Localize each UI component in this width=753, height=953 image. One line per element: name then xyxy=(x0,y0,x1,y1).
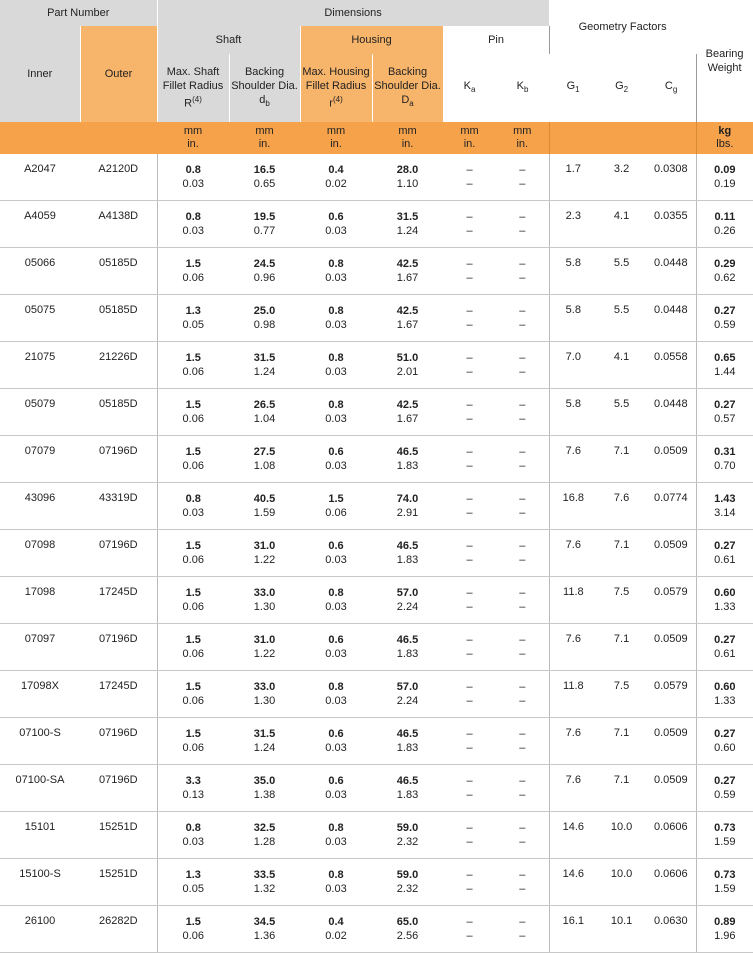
shaft-fillet-radius: 1.5 0.06 xyxy=(157,530,229,577)
dimensions-header: Dimensions xyxy=(157,0,549,26)
housing-fillet-radius: 1.5 0.06 xyxy=(300,483,372,530)
inner-part-number: 15100-S xyxy=(0,859,80,906)
table-row xyxy=(0,530,753,577)
outer-part-number: 05185D xyxy=(80,389,157,436)
inner-header: Inner xyxy=(0,26,80,122)
backing-shoulder-shaft-header: Backing Shoulder Dia. $d_b$ xyxy=(229,54,300,122)
housing-fillet-radius: 0.4 0.02 xyxy=(300,906,372,953)
geometry-g1: 16.8 xyxy=(549,483,597,530)
housing-backing-shoulder: 46.5 1.83 xyxy=(372,530,443,577)
geometry-cg: 0.0606 xyxy=(646,859,696,906)
housing-fillet-radius: 0.6 0.03 xyxy=(300,765,372,812)
table-row xyxy=(0,624,753,671)
pin-kb: – – xyxy=(496,906,549,953)
inner-part-number: 17098X xyxy=(0,671,80,718)
shaft-backing-shoulder: 35.0 1.38 xyxy=(229,765,300,812)
inner-part-number: 05079 xyxy=(0,389,80,436)
table-row xyxy=(0,765,753,812)
table-row xyxy=(0,154,753,201)
geometry-cg: 0.0558 xyxy=(646,342,696,389)
inner-part-number: A2047 xyxy=(0,154,80,201)
unit-cell: kg lbs. xyxy=(696,122,753,154)
shaft-fillet-radius: 1.5 0.06 xyxy=(157,436,229,483)
ka-header: $K_a$ xyxy=(443,54,496,122)
pin-ka: – – xyxy=(443,906,496,953)
outer-part-number: 26282D xyxy=(80,906,157,953)
housing-backing-shoulder: 59.0 2.32 xyxy=(372,859,443,906)
bearing-weight: 0.27 0.60 xyxy=(696,718,753,765)
table-row xyxy=(0,295,753,342)
housing-fillet-radius: 0.6 0.03 xyxy=(300,530,372,577)
table-row xyxy=(0,671,753,718)
inner-part-number: 43096 xyxy=(0,483,80,530)
geometry-cg: 0.0579 xyxy=(646,671,696,718)
shaft-fillet-radius: 1.5 0.06 xyxy=(157,577,229,624)
inner-part-number: 07097 xyxy=(0,624,80,671)
table-row xyxy=(0,389,753,436)
housing-backing-shoulder: 57.0 2.24 xyxy=(372,671,443,718)
bearing-weight: 0.11 0.26 xyxy=(696,201,753,248)
shaft-fillet-radius: 1.5 0.06 xyxy=(157,342,229,389)
table-row xyxy=(0,483,753,530)
geometry-cg: 0.0509 xyxy=(646,765,696,812)
bearing-weight: 0.29 0.62 xyxy=(696,248,753,295)
shaft-fillet-radius: 1.3 0.05 xyxy=(157,859,229,906)
outer-part-number: 15251D xyxy=(80,859,157,906)
outer-part-number: 17245D xyxy=(80,671,157,718)
geometry-g2: 4.1 xyxy=(597,201,646,248)
pin-ka: – – xyxy=(443,483,496,530)
geometry-g1: 2.3 xyxy=(549,201,597,248)
inner-part-number: 05075 xyxy=(0,295,80,342)
g2-header: $G_2$ xyxy=(597,54,646,122)
geometry-g1: 7.6 xyxy=(549,436,597,483)
pin-ka: – – xyxy=(443,389,496,436)
geometry-g2: 3.2 xyxy=(597,154,646,201)
shaft-header: Shaft xyxy=(157,26,300,54)
outer-header: Outer xyxy=(80,26,157,122)
pin-kb: – – xyxy=(496,671,549,718)
inner-part-number: 07098 xyxy=(0,530,80,577)
shaft-fillet-radius: 1.5 0.06 xyxy=(157,624,229,671)
geometry-g2: 4.1 xyxy=(597,342,646,389)
outer-part-number: 07196D xyxy=(80,765,157,812)
shaft-fillet-radius: 0.8 0.03 xyxy=(157,154,229,201)
housing-backing-shoulder: 46.5 1.83 xyxy=(372,436,443,483)
bearing-weight: 0.09 0.19 xyxy=(696,154,753,201)
geometry-cg: 0.0630 xyxy=(646,906,696,953)
pin-kb: – – xyxy=(496,765,549,812)
kb-header: $K_b$ xyxy=(496,54,549,122)
geometry-cg: 0.0355 xyxy=(646,201,696,248)
geometry-g2: 7.1 xyxy=(597,436,646,483)
bearing-weight: 0.65 1.44 xyxy=(696,342,753,389)
housing-fillet-radius: 0.8 0.03 xyxy=(300,671,372,718)
outer-part-number: 07196D xyxy=(80,530,157,577)
housing-backing-shoulder: 42.5 1.67 xyxy=(372,248,443,295)
geometry-g1: 7.6 xyxy=(549,530,597,577)
housing-backing-shoulder: 46.5 1.83 xyxy=(372,718,443,765)
bearing-weight-header: Bearing Weight xyxy=(696,0,753,122)
inner-part-number: 17098 xyxy=(0,577,80,624)
shaft-fillet-radius: 1.5 0.06 xyxy=(157,671,229,718)
shaft-backing-shoulder: 40.5 1.59 xyxy=(229,483,300,530)
table-row xyxy=(0,812,753,859)
pin-ka: – – xyxy=(443,201,496,248)
units-row xyxy=(0,122,753,154)
geometry-cg: 0.0448 xyxy=(646,248,696,295)
pin-ka: – – xyxy=(443,577,496,624)
pin-ka: – – xyxy=(443,295,496,342)
bearing-weight: 1.43 3.14 xyxy=(696,483,753,530)
shaft-fillet-radius: 1.5 0.06 xyxy=(157,389,229,436)
shaft-backing-shoulder: 24.5 0.96 xyxy=(229,248,300,295)
outer-part-number: 07196D xyxy=(80,436,157,483)
unit-cell: mm in. xyxy=(229,122,300,154)
housing-fillet-radius: 0.8 0.03 xyxy=(300,295,372,342)
g1-header: $G_1$ xyxy=(549,54,597,122)
bearing-weight: 0.27 0.59 xyxy=(696,765,753,812)
geometry-cg: 0.0774 xyxy=(646,483,696,530)
max-housing-fillet-header: Max. Housing Fillet Radius $r^{(4)}$ xyxy=(300,54,372,122)
shaft-backing-shoulder: 32.5 1.28 xyxy=(229,812,300,859)
shaft-backing-shoulder: 31.5 1.24 xyxy=(229,718,300,765)
unit-cell: mm in. xyxy=(496,122,549,154)
bearing-weight: 0.27 0.57 xyxy=(696,389,753,436)
pin-ka: – – xyxy=(443,671,496,718)
housing-backing-shoulder: 31.5 1.24 xyxy=(372,201,443,248)
shaft-backing-shoulder: 33.0 1.30 xyxy=(229,671,300,718)
outer-part-number: 15251D xyxy=(80,812,157,859)
bearing-weight: 0.73 1.59 xyxy=(696,812,753,859)
geometry-g1: 11.8 xyxy=(549,577,597,624)
bearing-weight: 0.31 0.70 xyxy=(696,436,753,483)
geometry-g2: 5.5 xyxy=(597,248,646,295)
pin-ka: – – xyxy=(443,248,496,295)
outer-part-number: 43319D xyxy=(80,483,157,530)
pin-kb: – – xyxy=(496,577,549,624)
bearing-weight: 0.60 1.33 xyxy=(696,671,753,718)
pin-kb: – – xyxy=(496,248,549,295)
housing-backing-shoulder: 65.0 2.56 xyxy=(372,906,443,953)
outer-part-number: 21226D xyxy=(80,342,157,389)
table-row xyxy=(0,436,753,483)
outer-part-number: 17245D xyxy=(80,577,157,624)
geometry-cg: 0.0606 xyxy=(646,812,696,859)
pin-kb: – – xyxy=(496,436,549,483)
shaft-backing-shoulder: 34.5 1.36 xyxy=(229,906,300,953)
geometry-g1: 7.6 xyxy=(549,624,597,671)
pin-kb: – – xyxy=(496,154,549,201)
table-row xyxy=(0,718,753,765)
housing-fillet-radius: 0.8 0.03 xyxy=(300,248,372,295)
shaft-backing-shoulder: 31.0 1.22 xyxy=(229,530,300,577)
geometry-g1: 1.7 xyxy=(549,154,597,201)
housing-backing-shoulder: 46.5 1.83 xyxy=(372,624,443,671)
pin-kb: – – xyxy=(496,530,549,577)
housing-fillet-radius: 0.4 0.02 xyxy=(300,154,372,201)
shaft-backing-shoulder: 19.5 0.77 xyxy=(229,201,300,248)
inner-part-number: 07100-S xyxy=(0,718,80,765)
pin-ka: – – xyxy=(443,859,496,906)
unit-cell: mm in. xyxy=(372,122,443,154)
shaft-backing-shoulder: 33.0 1.30 xyxy=(229,577,300,624)
housing-fillet-radius: 0.8 0.03 xyxy=(300,342,372,389)
outer-part-number: 05185D xyxy=(80,248,157,295)
geometry-cg: 0.0509 xyxy=(646,436,696,483)
housing-backing-shoulder: 28.0 1.10 xyxy=(372,154,443,201)
geometry-g1: 11.8 xyxy=(549,671,597,718)
pin-ka: – – xyxy=(443,154,496,201)
geometry-g2: 7.1 xyxy=(597,718,646,765)
pin-kb: – – xyxy=(496,859,549,906)
housing-fillet-radius: 0.8 0.03 xyxy=(300,389,372,436)
geometry-g1: 7.6 xyxy=(549,765,597,812)
geometry-g1: 5.8 xyxy=(549,248,597,295)
table-row xyxy=(0,248,753,295)
housing-backing-shoulder: 51.0 2.01 xyxy=(372,342,443,389)
housing-backing-shoulder: 74.0 2.91 xyxy=(372,483,443,530)
housing-backing-shoulder: 46.5 1.83 xyxy=(372,765,443,812)
geometry-g2: 5.5 xyxy=(597,295,646,342)
table-row xyxy=(0,577,753,624)
geometry-g2: 10.0 xyxy=(597,859,646,906)
pin-kb: – – xyxy=(496,295,549,342)
geometry-g1: 5.8 xyxy=(549,295,597,342)
pin-ka: – – xyxy=(443,765,496,812)
pin-kb: – – xyxy=(496,624,549,671)
shaft-fillet-radius: 0.8 0.03 xyxy=(157,812,229,859)
table-row xyxy=(0,342,753,389)
shaft-fillet-radius: 3.3 0.13 xyxy=(157,765,229,812)
shaft-backing-shoulder: 25.0 0.98 xyxy=(229,295,300,342)
geometry-g1: 14.6 xyxy=(549,859,597,906)
inner-part-number: 07100-SA xyxy=(0,765,80,812)
geometry-g2: 10.1 xyxy=(597,906,646,953)
housing-fillet-radius: 0.8 0.03 xyxy=(300,859,372,906)
housing-backing-shoulder: 42.5 1.67 xyxy=(372,389,443,436)
unit-cell: mm in. xyxy=(443,122,496,154)
geometry-g2: 7.1 xyxy=(597,530,646,577)
pin-kb: – – xyxy=(496,201,549,248)
housing-fillet-radius: 0.6 0.03 xyxy=(300,201,372,248)
shaft-fillet-radius: 1.5 0.06 xyxy=(157,248,229,295)
pin-ka: – – xyxy=(443,342,496,389)
geometry-g1: 5.8 xyxy=(549,389,597,436)
pin-ka: – – xyxy=(443,812,496,859)
inner-part-number: 05066 xyxy=(0,248,80,295)
geometry-cg: 0.0308 xyxy=(646,154,696,201)
shaft-fillet-radius: 1.5 0.06 xyxy=(157,906,229,953)
pin-ka: – – xyxy=(443,530,496,577)
unit-cell: mm in. xyxy=(157,122,229,154)
bearing-weight: 0.89 1.96 xyxy=(696,906,753,953)
pin-kb: – – xyxy=(496,483,549,530)
geometry-g1: 16.1 xyxy=(549,906,597,953)
pin-kb: – – xyxy=(496,389,549,436)
geometry-g2: 7.1 xyxy=(597,624,646,671)
geometry-g2: 7.1 xyxy=(597,765,646,812)
pin-ka: – – xyxy=(443,436,496,483)
pin-kb: – – xyxy=(496,718,549,765)
bearing-weight: 0.27 0.61 xyxy=(696,530,753,577)
geometry-g2: 7.6 xyxy=(597,483,646,530)
backing-shoulder-housing-header: Backing Shoulder Dia. $D_a$ xyxy=(372,54,443,122)
pin-ka: – – xyxy=(443,624,496,671)
table-row xyxy=(0,859,753,906)
geometry-cg: 0.0448 xyxy=(646,389,696,436)
housing-backing-shoulder: 42.5 1.67 xyxy=(372,295,443,342)
shaft-fillet-radius: 0.8 0.03 xyxy=(157,483,229,530)
geometry-g1: 7.6 xyxy=(549,718,597,765)
housing-fillet-radius: 0.6 0.03 xyxy=(300,624,372,671)
outer-part-number: 05185D xyxy=(80,295,157,342)
geometry-g2: 7.5 xyxy=(597,671,646,718)
shaft-backing-shoulder: 33.5 1.32 xyxy=(229,859,300,906)
inner-part-number: 21075 xyxy=(0,342,80,389)
inner-part-number: A4059 xyxy=(0,201,80,248)
geometry-g1: 14.6 xyxy=(549,812,597,859)
shaft-backing-shoulder: 26.5 1.04 xyxy=(229,389,300,436)
shaft-fillet-radius: 1.5 0.06 xyxy=(157,718,229,765)
pin-ka: – – xyxy=(443,718,496,765)
housing-fillet-radius: 0.8 0.03 xyxy=(300,577,372,624)
inner-part-number: 07079 xyxy=(0,436,80,483)
outer-part-number: 07196D xyxy=(80,718,157,765)
geometry-factors-header: Geometry Factors xyxy=(549,0,696,54)
pin-kb: – – xyxy=(496,812,549,859)
shaft-backing-shoulder: 31.0 1.22 xyxy=(229,624,300,671)
shaft-backing-shoulder: 31.5 1.24 xyxy=(229,342,300,389)
bearing-weight: 0.60 1.33 xyxy=(696,577,753,624)
pin-kb: – – xyxy=(496,342,549,389)
geometry-g2: 7.5 xyxy=(597,577,646,624)
housing-header: Housing xyxy=(300,26,443,54)
geometry-cg: 0.0579 xyxy=(646,577,696,624)
outer-part-number: A2120D xyxy=(80,154,157,201)
housing-fillet-radius: 0.6 0.03 xyxy=(300,718,372,765)
housing-fillet-radius: 0.8 0.03 xyxy=(300,812,372,859)
housing-backing-shoulder: 59.0 2.32 xyxy=(372,812,443,859)
inner-part-number: 26100 xyxy=(0,906,80,953)
shaft-fillet-radius: 0.8 0.03 xyxy=(157,201,229,248)
housing-backing-shoulder: 57.0 2.24 xyxy=(372,577,443,624)
shaft-fillet-radius: 1.3 0.05 xyxy=(157,295,229,342)
table-row xyxy=(0,906,753,953)
outer-part-number: A4138D xyxy=(80,201,157,248)
bearing-weight: 0.27 0.61 xyxy=(696,624,753,671)
inner-part-number: 15101 xyxy=(0,812,80,859)
part-number-header: Part Number xyxy=(0,0,157,26)
geometry-cg: 0.0509 xyxy=(646,530,696,577)
unit-cell: mm in. xyxy=(300,122,372,154)
outer-part-number: 07196D xyxy=(80,624,157,671)
shaft-backing-shoulder: 27.5 1.08 xyxy=(229,436,300,483)
table-row xyxy=(0,201,753,248)
cg-header: $C_g$ xyxy=(646,54,696,122)
pin-header: Pin xyxy=(443,26,549,54)
geometry-cg: 0.0509 xyxy=(646,718,696,765)
geometry-g2: 10.0 xyxy=(597,812,646,859)
geometry-cg: 0.0448 xyxy=(646,295,696,342)
shaft-backing-shoulder: 16.5 0.65 xyxy=(229,154,300,201)
bearing-weight: 0.73 1.59 xyxy=(696,859,753,906)
geometry-cg: 0.0509 xyxy=(646,624,696,671)
geometry-g2: 5.5 xyxy=(597,389,646,436)
housing-fillet-radius: 0.6 0.03 xyxy=(300,436,372,483)
geometry-g1: 7.0 xyxy=(549,342,597,389)
bearing-weight: 0.27 0.59 xyxy=(696,295,753,342)
max-shaft-fillet-header: Max. Shaft Fillet Radius $R^{(4)}$ xyxy=(157,54,229,122)
